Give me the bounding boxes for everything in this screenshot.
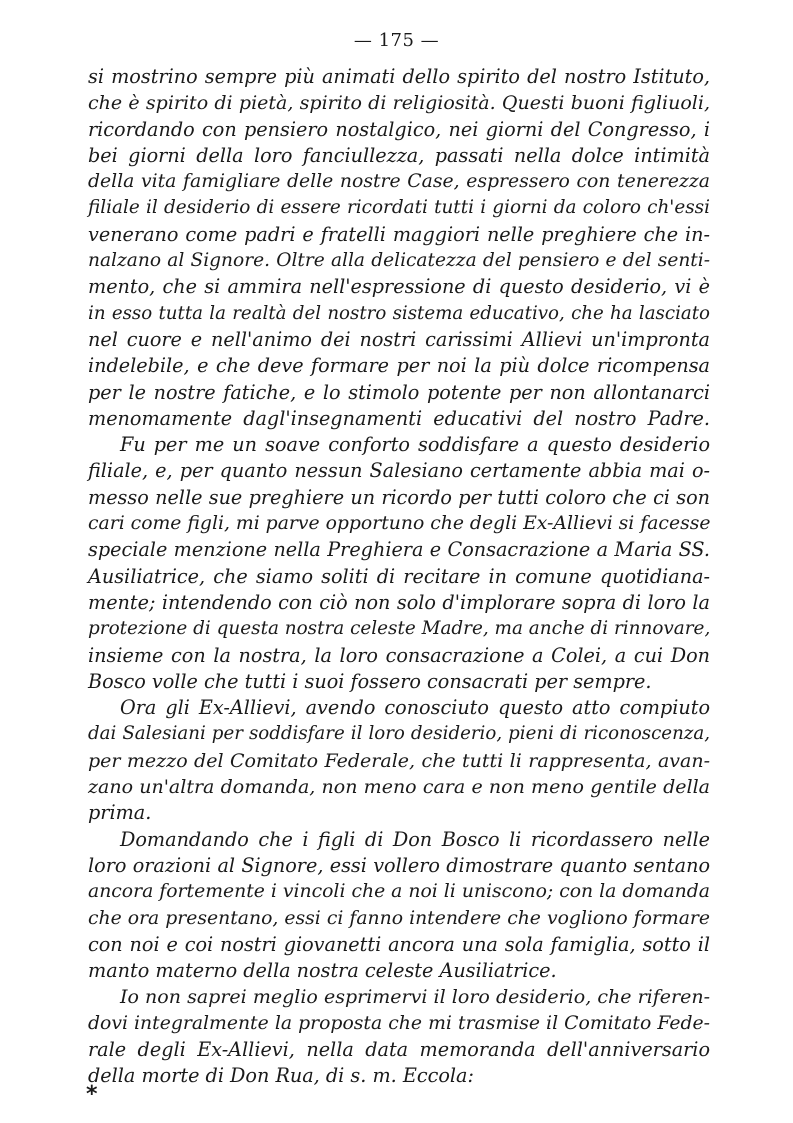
text-line: Bosco volle che tutti i suoi fossero consacrati per sempre. bbox=[88, 669, 652, 693]
text-line: della morte di Don Rua, di s. m. Eccola: bbox=[88, 1064, 474, 1088]
text-line: dai Salesiani per soddisfare il loro desiderio, pieni di riconoscenza, bbox=[88, 723, 710, 745]
text-line: per le nostre fatiche, e lo stimolo potente per non allontanarci bbox=[88, 380, 710, 404]
text-line: mento, che si ammira nell'espressione di questo desiderio, vi è bbox=[88, 275, 710, 299]
text-line: zano un'altra domanda, non meno cara e non meno gentile della bbox=[88, 776, 710, 799]
text-line: menomamente dagl'insegnamenti educativi del nostro Padre. bbox=[88, 406, 710, 430]
text-line: per mezzo del Comitato Federale, che tutti li rappresenta, avan- bbox=[88, 749, 710, 772]
text-line: dovi integralmente la proposta che mi trasmise il Comitato Fede- bbox=[88, 1012, 710, 1034]
text-line: in esso tutta la realtà del nostro sistema educativo, che ha lasciato bbox=[88, 302, 710, 324]
text-line: Ausiliatrice, che siamo soliti di recitare in comune quotidiana- bbox=[88, 564, 710, 588]
text-line: rale degli Ex-Allievi, nella data memoranda dell'anniversario bbox=[88, 1037, 710, 1061]
text-line: venerano come padri e fratelli maggiori nelle preghiere che in- bbox=[88, 222, 710, 246]
text-line: si mostrino sempre più animati dello spirito del nostro Istituto, bbox=[88, 65, 710, 88]
text-line: ancora fortemente i vincoli che a noi li uniscono; con la domanda bbox=[88, 881, 710, 903]
footer-asterisk: * bbox=[86, 1082, 98, 1107]
body-text bbox=[88, 64, 710, 1090]
text-line: della vita famigliare delle nostre Case, espressero con tenerezza bbox=[88, 171, 710, 193]
text-line: protezione di questa nostra celeste Madre, ma anche di rinnovare, bbox=[88, 618, 711, 640]
text-line: che ora presentano, essi ci fanno intendere che vogliono formare bbox=[88, 907, 710, 929]
text-line: cari come figli, mi parve opportuno che degli Ex-Allievi si facesse bbox=[88, 513, 711, 535]
text-line: Fu per me un soave conforto soddisfare a questo desiderio bbox=[120, 433, 710, 457]
page-number: — 175 — bbox=[353, 30, 440, 51]
text-line: Domandando che i figli di Don Bosco li ricordassero nelle bbox=[120, 827, 710, 851]
text-line: prima. bbox=[88, 801, 152, 825]
text-line: insieme con la nostra, la loro consacrazione a Colei, a cui Don bbox=[88, 643, 710, 667]
text-line: con noi e coi nostri giovanetti ancora una sola famiglia, sotto il bbox=[88, 932, 710, 956]
text-line: messo nelle sue preghiere un ricordo per tutti coloro che ci son bbox=[88, 485, 710, 509]
text-line: mente; intendendo con ciò non solo d'implorare sopra di loro la bbox=[88, 590, 710, 614]
text-line: nel cuore e nell'animo dei nostri carissimi Allievi un'impronta bbox=[88, 327, 710, 351]
text-line: Ora gli Ex-Allievi, avendo conosciuto questo atto compiuto bbox=[120, 696, 710, 720]
text-line: filiale, e, per quanto nessun Salesiano certamente abbia mai o- bbox=[88, 459, 710, 483]
text-line: indelebile, e che deve formare per noi la più dolce ricompensa bbox=[88, 354, 710, 378]
text-line: Io non saprei meglio esprimervi il loro desiderio, che riferen- bbox=[120, 986, 710, 1009]
text-line: speciale menzione nella Preghiera e Consacrazione a Maria SS. bbox=[88, 538, 710, 562]
text-line: ricordando con pensiero nostalgico, nei giorni del Congresso, i bbox=[88, 117, 710, 141]
text-line: loro orazioni al Signore, essi vollero dimostrare quanto sentano bbox=[88, 853, 710, 877]
text-line: che è spirito di pietà, spirito di religiosità. Questi buoni figliuoli, bbox=[88, 92, 710, 115]
text-line: bei giorni della loro fanciullezza, passati nella dolce intimità bbox=[88, 143, 710, 167]
text-line: nalzano al Signore. Oltre alla delicatezza del pensiero e del senti- bbox=[88, 250, 710, 272]
text-line: filiale il desiderio di essere ricordati tutti i giorni da coloro ch'essi bbox=[88, 197, 710, 219]
text-line: manto materno della nostra celeste Ausiliatrice. bbox=[88, 959, 557, 983]
